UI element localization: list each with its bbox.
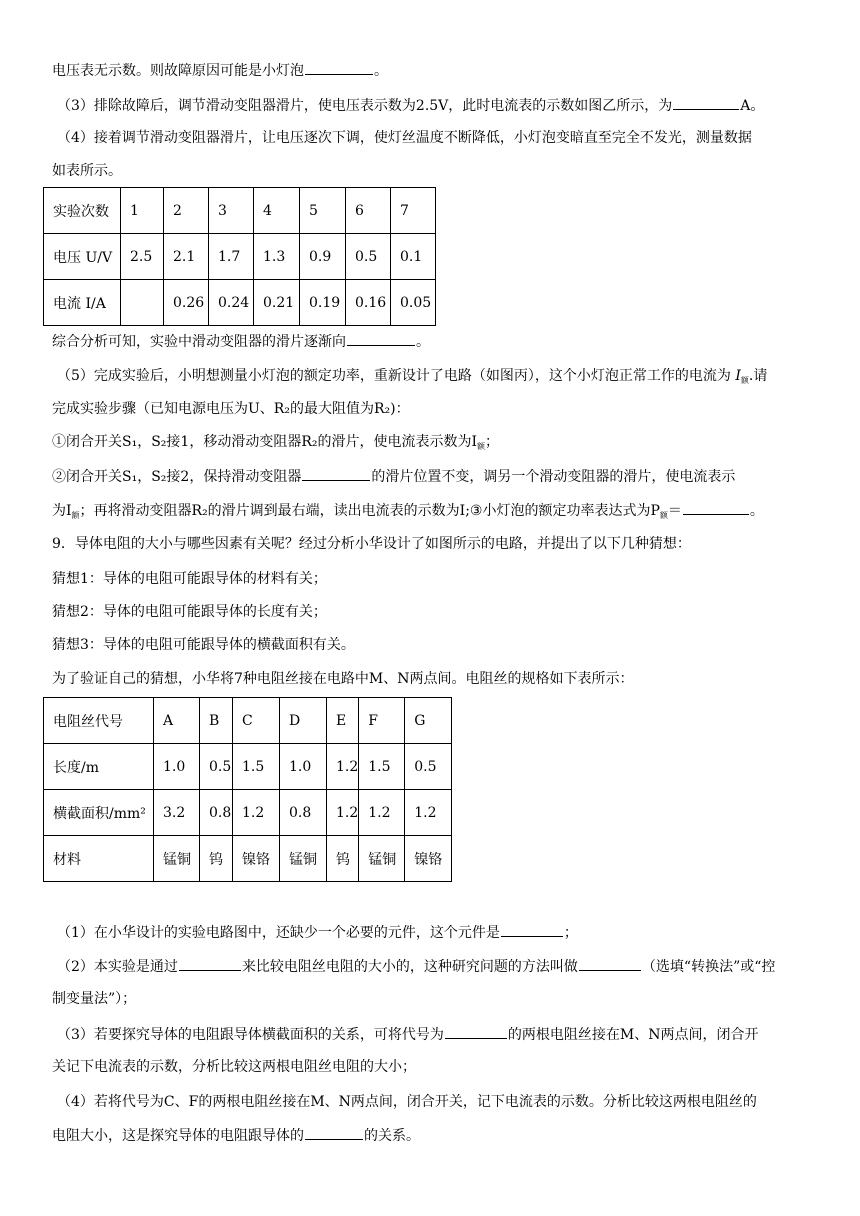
table-cell: 镍铬 [405, 836, 452, 882]
q8-part4-text-end: 如表所示。 [52, 163, 122, 179]
subscript: 额 [659, 511, 668, 520]
table-cell: E [327, 698, 359, 744]
q9-sub2-line1 [57, 956, 775, 977]
punct: . [748, 368, 754, 384]
q9-sub3-text3: 关记下电流表的示数，分析比较这两根电阻丝电阻的大小； [52, 1059, 416, 1075]
answer-blank-relation [305, 1125, 363, 1140]
step-1-text: ①闭合开关S₁，S₂接1，移动滑动变阻器R₂的滑片，使电流表示数为I [52, 434, 477, 450]
punct: 。 [749, 503, 764, 519]
table-cell: 1.2 [359, 790, 405, 836]
table-cell: 1 [121, 188, 164, 234]
q8-part5-text2: 完成实验步骤（已知电源电压为U、R₂的最大阻值为R₂)： [52, 401, 410, 417]
analysis-text: 综合分析可知，实验中滑动变阻器的滑片逐渐向 [52, 334, 346, 350]
q8-part3-text: （3）排除故障后，调节滑动变阻器滑片，使电压表示数为2.5V，此时电流表的示数如图乙所示，为 [57, 98, 673, 114]
table-cell: 1.2 [233, 790, 280, 836]
table-row [44, 698, 452, 744]
table-row [44, 790, 452, 836]
table-cell: 0.8 [200, 790, 233, 836]
table-cell: 锰铜 [359, 836, 405, 882]
table-cell: 0.19 [300, 280, 346, 326]
table-cell: 6 [346, 188, 391, 234]
step-2-text: ②闭合开关S₁，S₂接2，保持滑动变阻器 [52, 469, 302, 485]
table-cell: 0.5 [405, 744, 452, 790]
q9-sub4-line1 [57, 1092, 757, 1112]
table-cell: 1.2 [405, 790, 452, 836]
table-cell: 2.1 [164, 234, 209, 280]
measurement-table [43, 187, 436, 326]
table-cell: 锰铜 [154, 836, 200, 882]
q9-sub2-text4: 制变量法”）； [52, 991, 137, 1007]
step-2-text-end: 的滑片位置不变，调另一个滑动变阻器的滑片，使电流表示 [371, 469, 736, 485]
table-cell: 锰铜 [280, 836, 327, 882]
fault-question-line [52, 60, 388, 81]
table-cell: 钨 [327, 836, 359, 882]
table-cell: 2 [164, 188, 209, 234]
punct: ； [485, 434, 499, 450]
q9-sub2-line2 [52, 989, 136, 1009]
guess-2-text: 猜想2：导体的电阻可能跟导体的长度有关； [52, 604, 327, 620]
q9-sub2-text3: （选填“转换法”或“控 [641, 959, 776, 975]
answer-blank-component [501, 922, 563, 937]
guess-2 [52, 602, 327, 622]
table-cell: F [359, 698, 405, 744]
q9-sub2-text2: 来比较电阻丝电阻的大小的，这种研究问题的方法叫做 [241, 959, 578, 975]
answer-blank-rheostat [302, 466, 370, 481]
table-cell: 0.9 [300, 234, 346, 280]
answer-blank-current [673, 95, 739, 110]
table-cell: 2.5 [121, 234, 164, 280]
q8-part5-text: （5）完成实验后，小明想测量小灯泡的额定功率，重新设计了电路（如图丙），这个小灯泡正常工作的电流为 [57, 368, 731, 384]
punct: 。 [416, 334, 430, 350]
q9-intro [52, 534, 691, 554]
table-cell: 0.21 [254, 280, 300, 326]
table-cell: 材料 [44, 836, 154, 882]
q9-sub4-text2: 电阻大小，这是探究导体的电阻跟导体的 [52, 1128, 304, 1144]
table-cell: 0.26 [164, 280, 209, 326]
table-cell: 3.2 [154, 790, 200, 836]
step-2 [52, 466, 735, 487]
table-row [44, 280, 436, 326]
unit-a: A。 [740, 98, 765, 114]
table-cell: 0.24 [209, 280, 254, 326]
q8-part5-text-end: 请 [753, 368, 768, 384]
table-cell: 1.5 [359, 744, 405, 790]
verify-text: 为了验证自己的猜想，小华将7种电阻丝接在电路中M、N两点间。电阻丝的规格如下表所示： [52, 671, 634, 687]
table-cell: 1.7 [209, 234, 254, 280]
table-cell: D [280, 698, 327, 744]
table-cell: 0.16 [346, 280, 391, 326]
table-cell: 1.0 [154, 744, 200, 790]
q8-part4-text: （4）接着调节滑动变阻器滑片，让电压逐次下调，使灯丝温度不断降低，小灯泡变暗直至完全不发光，测量数据 [57, 130, 752, 146]
q9-sub1-text: （1）在小华设计的实验电路图中，还缺少一个必要的元件，这个元件是 [57, 925, 500, 941]
answer-blank-compare [179, 956, 241, 971]
answer-blank-power [683, 500, 749, 515]
q9-sub3-text: （3）若要探究导体的电阻跟导体横截面积的关系，可将代号为 [57, 1027, 444, 1043]
q8-part4-line1 [57, 128, 752, 148]
table-cell: 长度/m [44, 744, 154, 790]
table-cell: 电流 I/A [44, 280, 121, 326]
table-cell: 钨 [200, 836, 233, 882]
step-3-text2: ；再将滑动变阻器R₂的滑片调到最右端，读出电流表的示数为I;③小灯泡的额定功率表达式为P [79, 503, 660, 519]
table-row [44, 234, 436, 280]
table-cell: G [405, 698, 452, 744]
table-cell: 0.8 [280, 790, 327, 836]
table-cell: 1.3 [254, 234, 300, 280]
table-cell: 0.05 [391, 280, 436, 326]
table-cell: 7 [391, 188, 436, 234]
equals-sign: ＝ [667, 503, 682, 519]
resistance-wire-table [43, 697, 452, 882]
guess-3 [52, 635, 355, 655]
table-cell: 5 [300, 188, 346, 234]
table-cell: A [154, 698, 200, 744]
guess-3-text: 猜想3：导体的电阻可能跟导体的横截面积有关。 [52, 637, 355, 653]
table-row [44, 744, 452, 790]
q9-sub3-line2 [52, 1057, 416, 1077]
table-cell: 0.5 [346, 234, 391, 280]
answer-blank-codes [445, 1024, 507, 1039]
symbol-i: I [735, 368, 741, 384]
table-row [44, 188, 436, 234]
answer-blank-direction [347, 331, 415, 346]
answer-blank-method [579, 956, 641, 971]
q9-sub2-text: （2）本实验是通过 [57, 959, 178, 975]
q9-sub3-line1 [57, 1024, 759, 1045]
answer-blank-fault [305, 60, 373, 75]
table-cell: 0.1 [391, 234, 436, 280]
step-3-text: 为I [52, 503, 72, 519]
guess-1 [52, 569, 327, 589]
q9-sub4-text3: 的关系。 [364, 1128, 420, 1144]
punct: 。 [374, 63, 388, 79]
q9-sub4-text: （4）若将代号为C、F的两根电阻丝接在M、N两点间，闭合开关，记下电流表的示数。分析比较这两根电阻丝的 [57, 1094, 757, 1110]
fault-question-text: 电压表无示数。则故障原因可能是小灯泡 [52, 63, 304, 79]
table-cell: C [233, 698, 280, 744]
q8-part4-line2 [52, 161, 122, 181]
verify-line [52, 669, 634, 689]
table-cell: 1.5 [233, 744, 280, 790]
table-cell: 0.5 [200, 744, 233, 790]
table-cell: 横截面积/mm² [44, 790, 154, 836]
table-cell: B [200, 698, 233, 744]
table-cell: 电阻丝代号 [44, 698, 154, 744]
subscript: 额 [71, 511, 80, 520]
punct: ； [563, 925, 578, 941]
table-cell: 3 [209, 188, 254, 234]
table-cell: 镍铬 [233, 836, 280, 882]
table-cell: 1.0 [280, 744, 327, 790]
step-1 [52, 432, 499, 457]
subscript: 额 [740, 376, 749, 385]
table-cell: 电压 U/V [44, 234, 121, 280]
q9-sub4-line2 [52, 1125, 420, 1146]
table-cell: 实验次数 [44, 188, 121, 234]
table-cell: 1.2 [327, 744, 359, 790]
q9-sub3-text2: 的两根电阻丝接在M、N两点间，闭合开 [507, 1027, 759, 1043]
table-cell: 4 [254, 188, 300, 234]
q8-part5-line2 [52, 399, 410, 419]
step-3 [52, 500, 764, 526]
q8-part5-line1 [57, 366, 767, 391]
guess-1-text: 猜想1：导体的电阻可能跟导体的材料有关； [52, 571, 327, 587]
table-row [44, 836, 452, 882]
q8-part3 [57, 95, 764, 116]
subscript: 额 [477, 442, 485, 451]
table-cell: 1.2 [327, 790, 359, 836]
q9-intro-text: 9．导体电阻的大小与哪些因素有关呢？经过分析小华设计了如图所示的电路，并提出了以下几种猜想： [52, 536, 691, 552]
table-cell [121, 280, 164, 326]
q9-sub1 [57, 922, 578, 943]
analysis-line [52, 331, 430, 352]
